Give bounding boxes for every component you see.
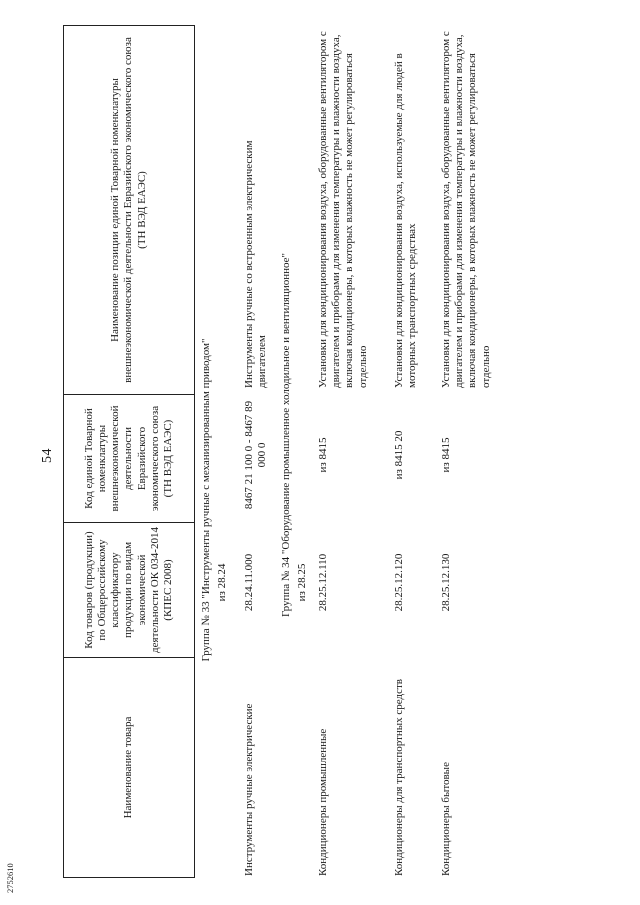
- row-tnved-description: Установки для кондиционирования воздуха, оборудованные вентилятором с двигателем и приборами для изменения температуры и влажности воздуха, включая кондиционеры, в которых влажность не может регулироваться отдельно: [317, 31, 369, 388]
- row-tnved-code: из 8415: [440, 437, 452, 473]
- group-34-title: Группа № 34 "Оборудование промышленное холодильное и вентиляционное": [280, 252, 292, 618]
- row-tnved-code: 8467 21 100 0 - 8467 89 000 0: [243, 400, 269, 510]
- row-product-name: Кондиционеры промышленные: [317, 728, 329, 876]
- row-okpd-code: 28.25.12.130: [440, 553, 452, 612]
- table-header: [63, 25, 195, 878]
- row-okpd-code: 28.25.12.120: [393, 553, 405, 612]
- header-tnved-code: Код единой Товарной номенклатуры внешнеэкономической деятельности Евразийского экономического союза (ТН ВЭД ЕАЭС): [64, 395, 195, 523]
- row-okpd-code: 28.25.12.110: [317, 553, 329, 612]
- header-tnved-name: Наименование позиции единой Товарной номенклатуры внешнеэкономической деятельности Евразийского экономического союза (ТН ВЭД ЕАЭС): [64, 26, 195, 395]
- page-number: 54: [40, 448, 55, 463]
- group-33-title: Группа № 33 "Инструменты ручные с механизированным приводом": [200, 338, 212, 662]
- group-34-subcode: из 28.25: [296, 563, 308, 602]
- row-tnved-description: Инструменты ручные со встроенным электрическим двигателем: [243, 140, 269, 388]
- row-tnved-code: из 8415: [317, 437, 329, 473]
- row-product-name: Кондиционеры для транспортных средств: [393, 678, 405, 876]
- row-tnved-description: Установки для кондиционирования воздуха, используемые для людей в моторных транспортных средствах: [393, 53, 419, 388]
- row-okpd-code: 28.24.11.000: [243, 553, 255, 612]
- row-product-name: Кондиционеры бытовые: [440, 762, 452, 876]
- row-tnved-description: Установки для кондиционирования воздуха, оборудованные вентилятором с двигателем и приборами для изменения температуры и влажности воздуха, включая кондиционеры, в которых влажность не может регулироваться отдельно: [440, 31, 492, 388]
- document-code: 2752610: [5, 863, 15, 893]
- header-product-name: Наименование товара: [64, 658, 195, 878]
- header-okpd-code: Код товаров (продукции) по Общероссийскому классификатору продукции по видам экономической деятельности ОК 034-2014 (КПЕС 2008): [64, 523, 195, 658]
- row-product-name: Инструменты ручные электрические: [243, 703, 255, 876]
- row-tnved-code: из 8415 20: [393, 430, 405, 480]
- group-33-subcode: из 28.24: [216, 563, 228, 602]
